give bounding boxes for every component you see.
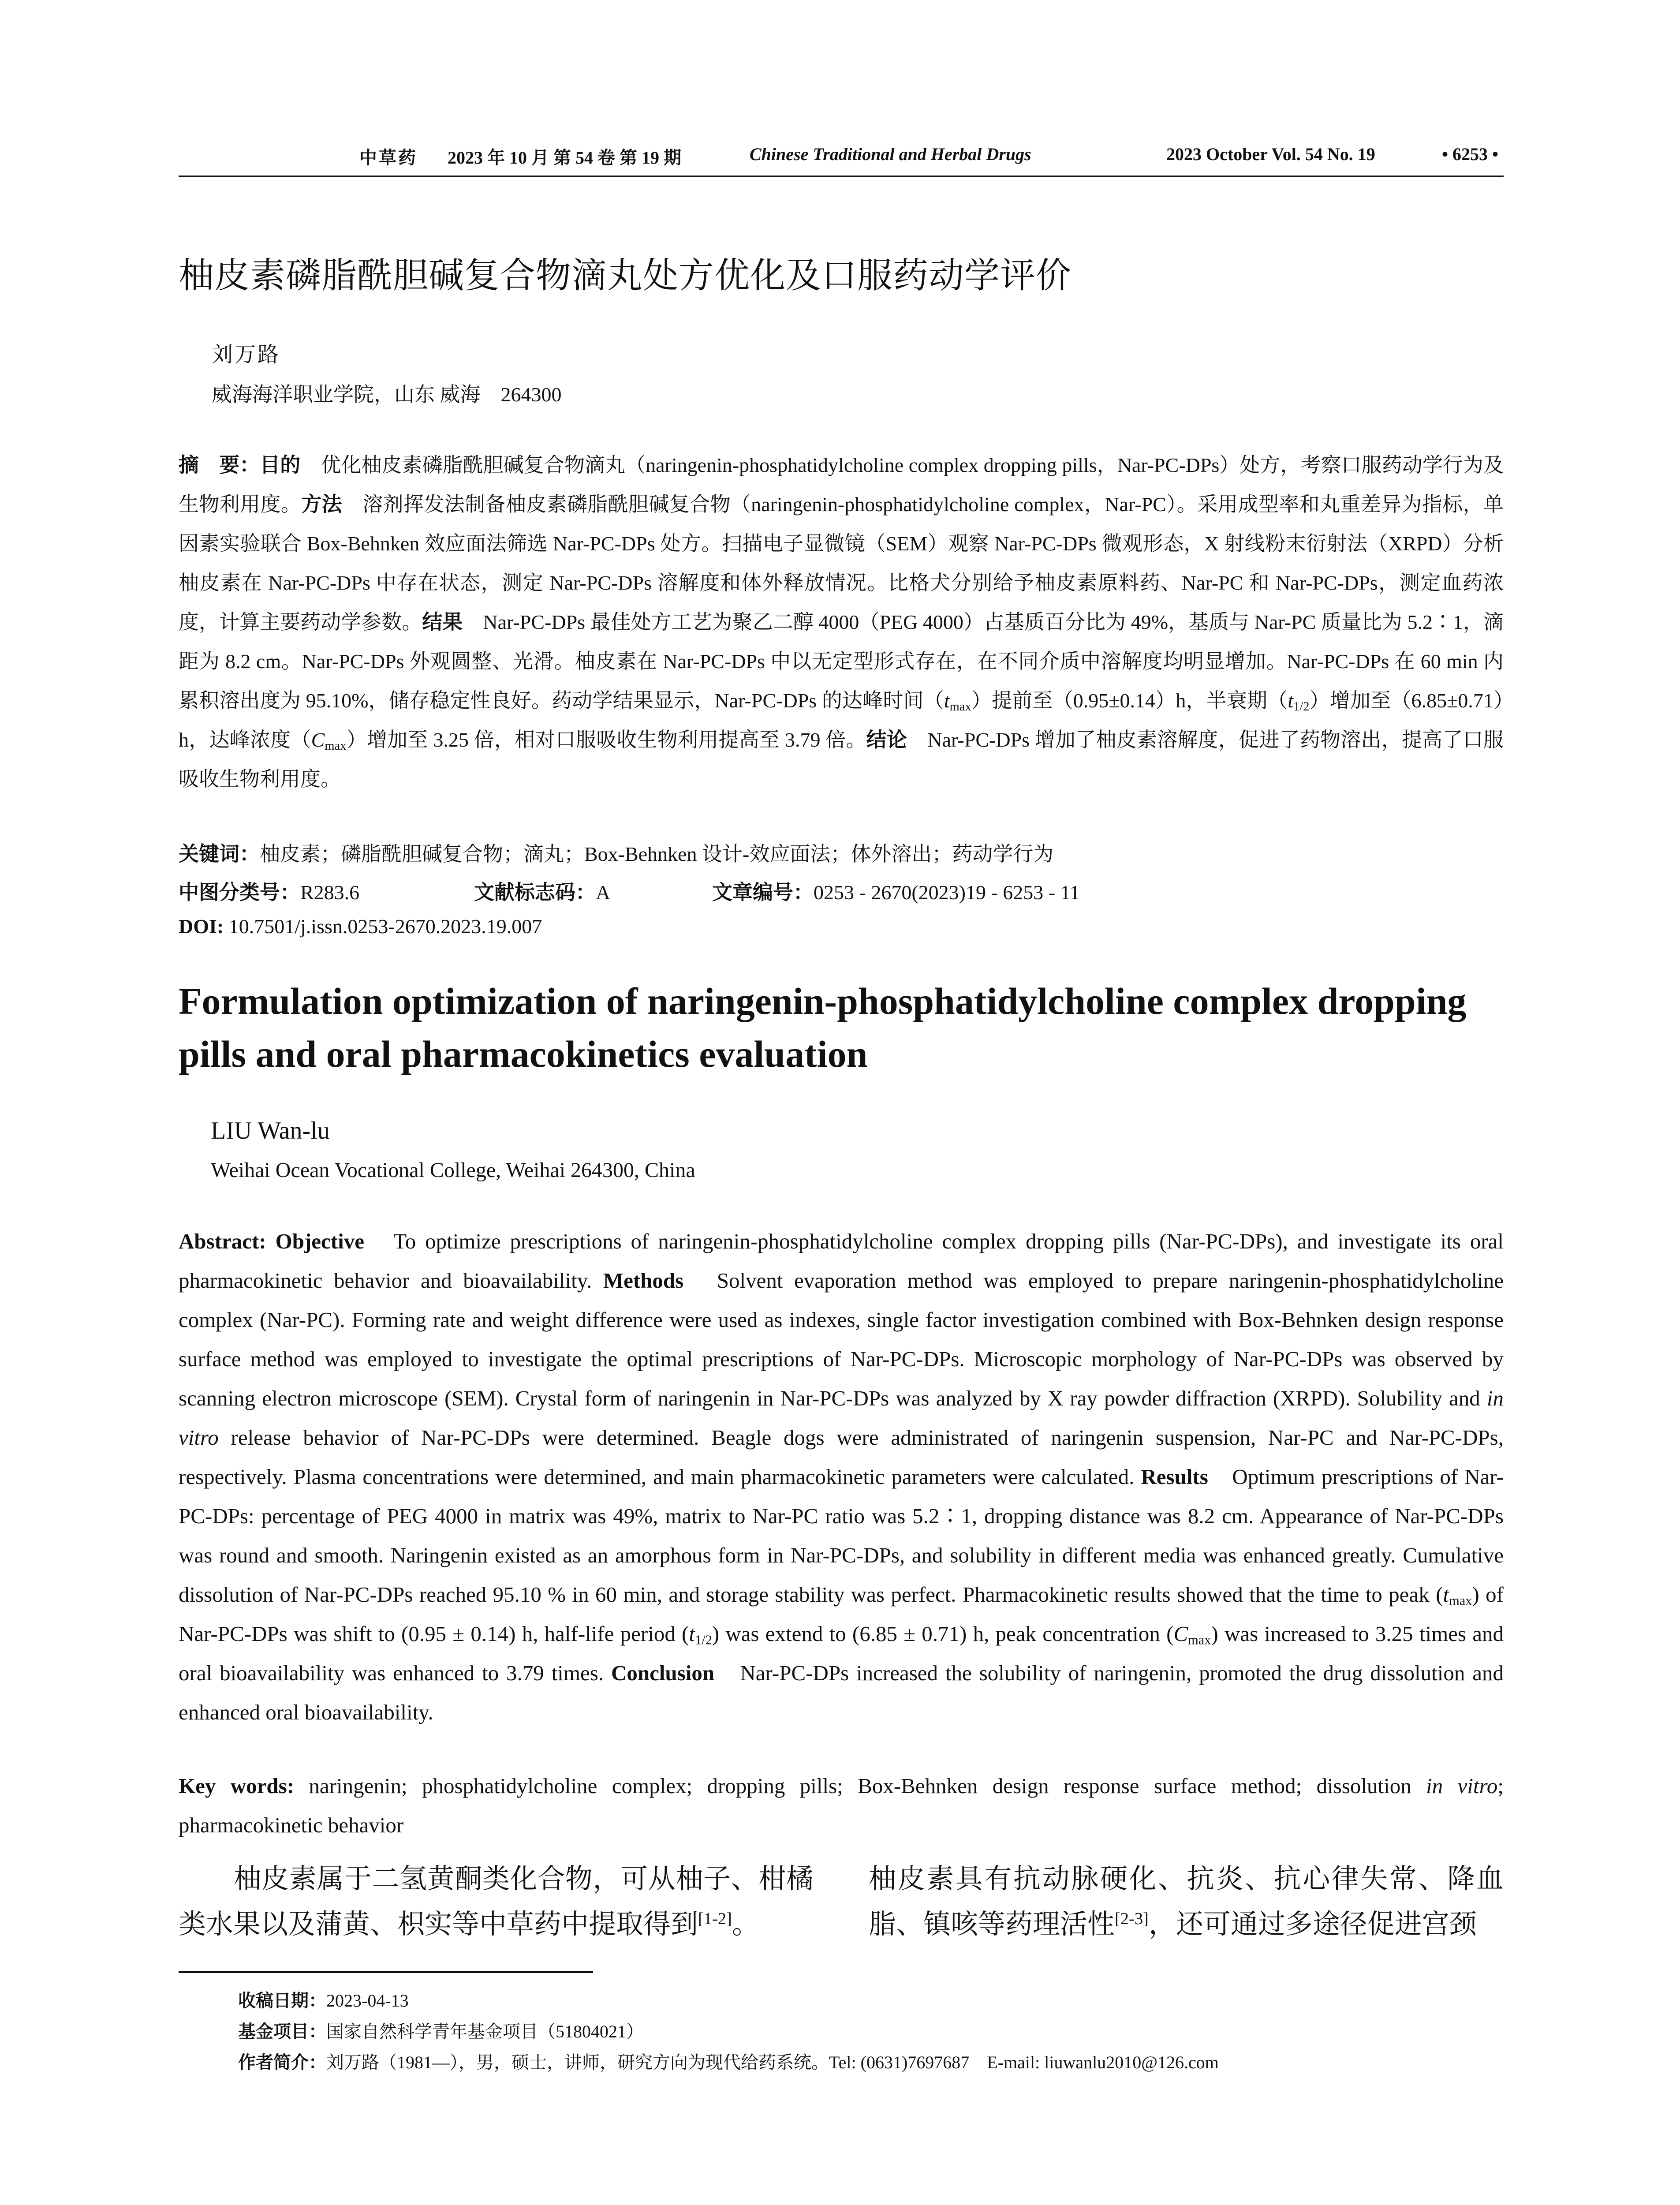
citation-ref: [1-2] [698, 1909, 732, 1928]
header-rule [179, 176, 1504, 177]
results-text-cn-a: Nar-PC-DPs 最佳处方工艺为聚乙二醇 4000（PEG 4000）占基质百分比为 49%，基质与 Nar-PC 质量比为 5.2∶1，滴距为 8.2 cm。Nar-PC-DPs 外观圆整、光滑。柚皮素在 Nar-PC-DPs 中以无定型形式存在，在不同介质中溶解度均明显增加。Nar-PC-DPs 在 60 min 内累积溶出度为 95.10%，储存稳定性良好。药动学结果显示，Nar-PC-DPs 的达峰时间（ [179, 611, 1504, 712]
keywords-in-vitro: in vitro [1426, 1774, 1498, 1798]
received-date: 2023-04-13 [326, 1991, 409, 2011]
results-text-cn-c: ）增加至（6.85±0.71）h，达峰浓度（ [179, 689, 1504, 751]
results-text-cn-b: ）提前至（0.95±0.14）h，半衰期（ [971, 689, 1288, 712]
footnote-received [238, 1987, 409, 2012]
cmax-subscript-en: max [1188, 1632, 1211, 1648]
cmax-symbol-en: C [1173, 1622, 1188, 1646]
article-no-value: 0253 - 2670(2023)19 - 6253 - 11 [814, 881, 1080, 904]
objective-label-en: Objective [275, 1229, 364, 1253]
conclusion-label-en: Conclusion [611, 1661, 715, 1685]
results-text-cn-d: ）增加至 3.25 倍，相对口服吸收生物利用提高至 3.79 倍。 [346, 729, 866, 751]
article-title-en: Formulation optimization of naringenin-phosphatidylcholine complex dropping pills and oral pharmacokinetics evaluation [179, 980, 1467, 1075]
body-left-text: 柚皮素属于二氢黄酮类化合物，可从柚子、柑橘类水果以及蒲黄、枳实等中草药中提取得到 [179, 1864, 814, 1940]
cmax-symbol-cn: C [311, 729, 325, 751]
keywords-text-en-a: naringenin; phosphatidylcholine complex; dropping pills; Box-Behnken design response surface method; dissolution [294, 1774, 1426, 1798]
keywords-cn [179, 838, 1053, 867]
running-header [179, 140, 1504, 171]
results-text-en-d: ) was increased to 3.25 times and oral bioavailability was enhanced to 3.79 times. [179, 1622, 1504, 1685]
abstract-label-en: Abstract: [179, 1229, 266, 1253]
keywords-label-en: Key words: [179, 1774, 295, 1798]
doc-code-value: A [596, 881, 611, 904]
doi-label: DOI: [179, 915, 224, 938]
thalf-symbol-en: t [689, 1622, 695, 1646]
results-label-en: Results [1141, 1465, 1208, 1489]
methods-label-en: Methods [603, 1268, 684, 1293]
page-number: • 6253 • [1442, 144, 1499, 164]
author-en: LIU Wan-lu [211, 1117, 330, 1144]
methods-text-cn: 溶剂挥发法制备柚皮素磷脂酰胆碱复合物（naringenin-phosphatidylcholine complex，Nar-PC）。采用成型率和丸重差异为指标，单因素实验联合 Box-Behnken 效应面法筛选 Nar-PC-DPs 处方。扫描电子显微镜（SEM）观察 Nar-PC-DPs 微观形态，X 射线粉末衍射法（XRPD）分析柚皮素在 Nar-PC-DPs 中存在状态，测定 Nar-PC-DPs 溶解度和体外释放情况。比格犬分别给予柚皮素原料药、Nar-PC 和 Nar-PC-DPs，测定血药浓度，计算主要药动学参数。 [179, 493, 1504, 633]
keywords-text-cn: 柚皮素；磷脂酰胆碱复合物；滴丸；Box-Behnken 设计-效应面法；体外溶出；药动学行为 [260, 843, 1054, 865]
doi-value: 10.7501/j.issn.0253-2670.2023.19.007 [228, 915, 542, 938]
journal-name-cn: 中草药 [359, 148, 418, 168]
received-label: 收稿日期： [238, 1991, 326, 2011]
objective-label-cn: 目的 [260, 453, 301, 477]
affiliation-en: Weihai Ocean Vocational College, Weihai 264300, China [211, 1159, 695, 1182]
methods-text-en-a: Solvent evaporation method was employed to prepare naringenin-phosphatidylcholine complex (Nar-PC). Forming rate and weight difference were used as indexes, single factor investigation combined with Box-Behnken design response surface method was employed to investigate the optimal prescriptions of Nar-PC-DPs. Microscopic morphology of Nar-PC-DPs was observed by scanning electron microscope (SEM). Crystal form of naringenin in Nar-PC-DPs was analyzed by X ray powder diffraction (XRPD). Solubility and [179, 1268, 1504, 1410]
affiliation-cn: 威海海洋职业学院，山东 威海 264300 [212, 383, 562, 406]
in-vitro-en: in vitro [179, 1386, 1504, 1450]
footnote-fund [238, 2018, 644, 2043]
thalf-subscript-en: 1/2 [695, 1632, 712, 1648]
objective-text-cn: 优化柚皮素磷脂酰胆碱复合物滴丸（naringenin-phosphatidylcholine complex dropping pills，Nar-PC-DPs）处方，考察口服药动学行为及生物利用度。 [179, 454, 1504, 516]
article-title-cn: 柚皮素磷脂酰胆碱复合物滴丸处方优化及口服药动学评价 [179, 255, 1071, 296]
issue-info-cn: 2023 年 10 月 第 54 卷 第 19 期 [448, 148, 681, 168]
doi-line [179, 915, 542, 938]
results-text-en-b: ) of Nar-PC-DPs was shift to (0.95 ± 0.14) h, half-life period ( [179, 1582, 1504, 1646]
tmax-subscript-cn: max [949, 700, 971, 714]
citation-ref: [2-3] [1115, 1909, 1149, 1928]
tmax-symbol-en: t [1443, 1582, 1449, 1607]
cmax-subscript-cn: max [325, 739, 347, 753]
footnote-author-bio [238, 2048, 1219, 2074]
body-column-left [179, 1857, 814, 1947]
author-cn: 刘万路 [212, 343, 281, 366]
abstract-cn [179, 445, 1504, 799]
bio-text: 刘万路（1981—），男，硕士，讲师，研究方向为现代给药系统。Tel: (0631)7697687 E-mail: liuwanlu2010@126.com [326, 2052, 1219, 2072]
thalf-subscript-cn: 1/2 [1293, 700, 1310, 714]
conclusion-label-cn: 结论 [866, 728, 907, 751]
abstract-en [179, 1222, 1504, 1732]
results-text-en-a: Optimum prescriptions of Nar-PC-DPs: percentage of PEG 4000 in matrix was 49%, matrix to Nar-PC ratio was 5.2∶1, dropping distance was 8.2 cm. Appearance of Nar-PC-DPs was round and smooth. Naringenin existed as an amorphous form in Nar-PC-DPs, and solubility in different media was enhanced greatly. Cumulative dissolution of Nar-PC-DPs reached 95.10 % in 60 min, and storage stability was perfect. Pharmacokinetic results showed that the time to peak ( [179, 1465, 1504, 1607]
tmax-subscript-en: max [1449, 1593, 1472, 1608]
doc-code-label: 文献标志码： [474, 880, 596, 904]
results-text-en-c: ) was extend to (6.85 ± 0.71) h, peak concentration ( [712, 1622, 1174, 1646]
clc-value: R283.6 [300, 881, 360, 904]
footnote-rule [179, 1971, 593, 1973]
bio-label: 作者简介： [238, 2052, 326, 2073]
tmax-symbol-cn: t [944, 689, 950, 712]
objective-text-en: To optimize prescriptions of naringenin-phosphatidylcholine complex dropping pills (Nar-PC-DPs), and investigate its oral pharmacokinetic behavior and bioavailability. [179, 1229, 1504, 1293]
fund-text: 国家自然科学青年基金项目（51804021） [326, 2022, 644, 2041]
abstract-label-cn: 摘 要： [179, 453, 260, 477]
keywords-en [179, 1766, 1504, 1845]
article-no-label: 文章编号： [712, 880, 814, 904]
methods-label-cn: 方法 [301, 492, 342, 516]
journal-name-en: Chinese Traditional and Herbal Drugs [750, 144, 1031, 164]
fund-label: 基金项目： [238, 2022, 326, 2042]
body-left-end: 。 [732, 1910, 759, 1940]
keywords-text-en-b: ; pharmacokinetic behavior [179, 1774, 1504, 1837]
keywords-label-cn: 关键词： [179, 842, 260, 866]
conclusion-text-en: Nar-PC-DPs increased the solubility of naringenin, promoted the drug dissolution and enhanced oral bioavailability. [179, 1661, 1504, 1724]
body-right-text: 柚皮素具有抗动脉硬化、抗炎、抗心律失常、降血脂、镇咳等药理活性 [869, 1864, 1504, 1940]
body-column-right [869, 1857, 1504, 1947]
clc-label: 中图分类号： [179, 880, 300, 904]
issue-info-en: 2023 October Vol. 54 No. 19 [1166, 144, 1375, 164]
body-right-end: ，还可通过多途径促进宫颈 [1148, 1910, 1477, 1940]
methods-text-en-b: release behavior of Nar-PC-DPs were determined. Beagle dogs were administrated of naringenin suspension, Nar-PC and Nar-PC-DPs, respectively. Plasma concentrations were determined, and main pharmacokinetic parameters were calculated. [179, 1425, 1504, 1489]
thalf-symbol-cn: t [1288, 689, 1294, 712]
results-label-cn: 结果 [422, 610, 463, 634]
conclusion-text-cn: Nar-PC-DPs 增加了柚皮素溶解度，促进了药物溶出，提高了口服吸收生物利用度。 [179, 729, 1504, 790]
